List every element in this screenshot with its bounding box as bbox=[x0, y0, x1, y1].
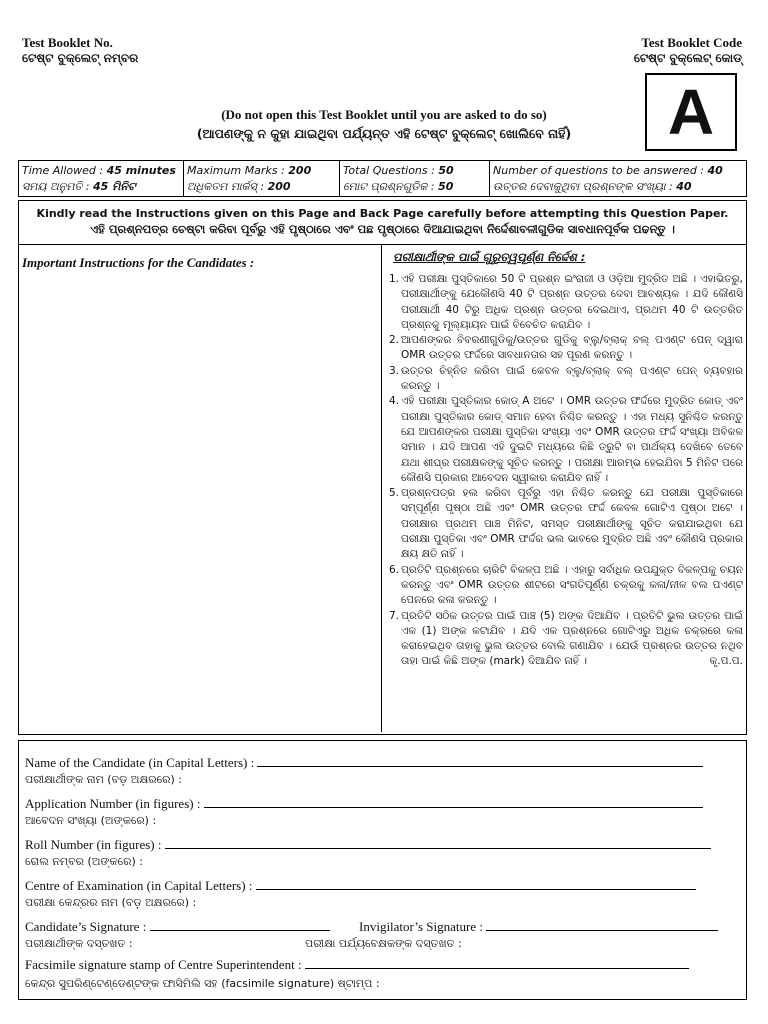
candidate-name-label-odia: ପରୀକ୍ଷାର୍ଥୀଙ୍କ ନାମ (ବଡ଼ ଅକ୍ଷରରେ) : bbox=[25, 773, 182, 786]
info-value: 45 minutes bbox=[106, 164, 176, 177]
info-cell-total-questions bbox=[340, 161, 490, 196]
item-text: ଉତ୍ତର ଚିହ୍ନିତ କରିବା ପାଇଁ କେବଳ ବ୍ଲୁ/ବ୍ଲାକ୍ ବଲ୍ ପଏଣ୍ଟ ପେନ୍ ବ୍ୟବହାର କରନ୍ତୁ । bbox=[401, 364, 743, 393]
exam-centre-row bbox=[25, 878, 696, 894]
list-item bbox=[389, 364, 743, 395]
list-item bbox=[389, 486, 743, 562]
list-item bbox=[389, 609, 743, 670]
item-number: 7. bbox=[389, 609, 400, 622]
application-number-label: Application Number (in figures) : bbox=[25, 796, 201, 811]
candidate-name-field[interactable] bbox=[257, 756, 703, 767]
info-cell-time bbox=[19, 161, 184, 196]
item-text: ପ୍ରଶ୍ନପତ୍ର ହଲ କରିବା ପୂର୍ବରୁ ଏହା ନିଶ୍ଚିତ କରନ୍ତୁ ଯେ ପରୀକ୍ଷା ପୁସ୍ତିକାରେ ସମ୍ପୂର୍ଣ୍ଣ ପୃଷ୍ଠା ଅଛି ଏବଂ OMR ଉତ୍ତର ଫର୍ଦ୍ଦ କେବଳ ଗୋଟିଏ ପୃଷ୍ଠା ଅଟେ । ପରୀକ୍ଷାର ପ୍ରଥମ ପାଞ୍ଚ ମିନିଟ, ସମସ୍ତ ପରୀକ୍ଷାର୍ଥୀଙ୍କୁ ସୂଚିତ କରାଯାଇଥିବା ଯେ ପରୀକ୍ଷା ପୁସ୍ତିକା ଏବଂ OMR ଫର୍ଦ୍ଦର ଭଲ ଭାବରେ ମୁଦ୍ରିତ ଅଛି ଏବଂ କୌଣସି ପ୍ରକାର କ୍ଷୟ କ୍ଷତି ନାହିଁ । bbox=[401, 487, 743, 561]
instructions-title: Important Instructions for the Candidates : bbox=[22, 255, 255, 270]
item-number: 2. bbox=[389, 334, 400, 347]
invigilator-signature-label: Invigilator’s Signature : bbox=[359, 919, 483, 934]
item-number: 5. bbox=[389, 487, 400, 500]
column-divider bbox=[381, 244, 382, 732]
booklet-code-letter: A bbox=[667, 76, 715, 148]
info-label-odia: ସମୟ ଅନୁମତି : bbox=[22, 180, 93, 193]
facsimile-stamp-label: Facsimile signature stamp of Centre Superintendent : bbox=[25, 957, 302, 972]
info-value: 200 bbox=[288, 164, 312, 177]
read-instructions-note: Kindly read the Instructions given on this Page and Back Page carefully before attempting this Question Paper. bbox=[36, 207, 729, 220]
info-value: 50 bbox=[438, 164, 454, 177]
info-cell-questions-to-answer bbox=[490, 161, 746, 196]
divider bbox=[19, 244, 746, 245]
instructions-box bbox=[18, 200, 747, 735]
item-number: 4. bbox=[389, 395, 400, 408]
invigilator-signature-label-odia: ପରୀକ୍ଷା ପର୍ଯ୍ୟବେକ୍ଷକଙ୍କ ଦସ୍ତଖତ : bbox=[305, 937, 462, 950]
info-label-odia: ମୋଟ ପ୍ରଶ୍ନଗୁଡିକ : bbox=[343, 180, 439, 193]
info-value-odia: 50 bbox=[438, 180, 454, 193]
list-item bbox=[389, 272, 743, 333]
do-not-open-notice-odia: (ଆପଣଙ୍କୁ ନ କୁହା ଯାଇଥିବା ପର୍ଯ୍ୟନ୍ତ ଏହି ଟେଷ୍ଟ ବୁକ୍ଲେଟ୍ ଖୋଲିବେ ନାହିଁ) bbox=[196, 126, 572, 141]
booklet-code-label: Test Booklet Code bbox=[641, 35, 742, 50]
roll-number-label-odia: ରୋଲ ନମ୍ବର (ଅଙ୍କରେ) : bbox=[25, 855, 144, 868]
candidate-signature-field[interactable] bbox=[150, 920, 330, 931]
facsimile-stamp-label-odia: କେନ୍ଦ୍ର ସୁପରିଣ୍ଟେଣ୍ଡେଣ୍ଟଙ୍କ ଫାସିମିଲି ସହ (facsimile signature) ଷ୍ଟାମ୍ପ : bbox=[25, 977, 380, 990]
list-item bbox=[389, 563, 743, 609]
info-value: 40 bbox=[707, 164, 723, 177]
info-label: Number of questions to be answered : bbox=[493, 164, 708, 177]
info-label: Time Allowed : bbox=[22, 164, 107, 177]
info-label: Maximum Marks : bbox=[187, 164, 289, 177]
application-number-row bbox=[25, 796, 703, 812]
booklet-code-label-odia: ଟେଷ୍ଟ ବୁକ୍ଲେଟ୍ କୋଡ୍ bbox=[633, 51, 742, 65]
info-value-odia: 40 bbox=[676, 180, 692, 193]
info-cell-max-marks bbox=[184, 161, 340, 196]
application-number-label-odia: ଆବେଦନ ସଂଖ୍ୟା (ଅଙ୍କରେ) : bbox=[25, 814, 157, 827]
item-number: 6. bbox=[389, 563, 400, 576]
facsimile-stamp-row bbox=[25, 957, 689, 973]
candidate-signature-label: Candidate’s Signature : bbox=[25, 919, 147, 934]
candidate-signature-row bbox=[25, 919, 330, 935]
candidate-name-label: Name of the Candidate (in Capital Letters) : bbox=[25, 755, 255, 770]
info-label-odia: ଅଧିକତମ ମାର୍କସ୍ : bbox=[187, 180, 268, 193]
candidate-signature-label-odia: ପରୀକ୍ଷାର୍ଥୀଙ୍କ ଦସ୍ତଖତ : bbox=[25, 937, 133, 950]
exam-centre-label-odia: ପରୀକ୍ଷା କେନ୍ଦ୍ରର ନାମ (ବଡ଼ ଅକ୍ଷରରେ) : bbox=[25, 896, 197, 909]
roll-number-field[interactable] bbox=[165, 838, 711, 849]
info-value-odia: 200 bbox=[267, 180, 291, 193]
item-text: ଆପଣଙ୍କର ବିବରଣୀଗୁଡିକୁ/ଉତ୍ତର ଗୁଡିକୁ ବ୍ଲୁ/ବ୍ଲାକ୍ ବଲ୍ ପଏଣ୍ଟ ପେନ୍ ଦ୍ୱାରା OMR ଉତ୍ତର ଫର୍ଦ୍ଦରେ ସାବଧାନତାର ସହ ପୂରଣ କରନ୍ତୁ । bbox=[401, 334, 743, 362]
info-label: Total Questions : bbox=[343, 164, 439, 177]
roll-number-label: Roll Number (in figures) : bbox=[25, 837, 162, 852]
instructions-title-odia: ପରୀକ୍ଷାର୍ଥୀଙ୍କ ପାଇଁ ଗୁରୁତ୍ୱପୂର୍ଣ୍ଣ ନିର୍ଦ୍ଦେଶ : bbox=[393, 250, 586, 264]
list-item bbox=[389, 394, 743, 486]
item-number: 3. bbox=[389, 364, 400, 377]
item-text: ଏହି ପରୀକ୍ଷା ପୁସ୍ତିକାର କୋଡ୍ A ଅଟେ । OMR ଉତ୍ତର ଫର୍ଦ୍ଦରେ ମୁଦ୍ରିତ କୋଡ୍ ଏବଂ ପରୀକ୍ଷା ପୁସ୍ତିକାର କୋଡ୍ ସମାନ ହେବା ନିଶ୍ଚିତ କରନ୍ତୁ । ଏହା ମଧ୍ୟ ସୁନିଶ୍ଚିତ କରନ୍ତୁ ଯେ ଆପଣଙ୍କର ପରୀକ୍ଷା ପୁସ୍ତିକା ସଂଖ୍ୟା ଏବଂ OMR ଉତ୍ତର ଫର୍ଦ୍ଦ ସଂଖ୍ୟା ଅବିକଳ ସମାନ । ଯଦି ଆପଣ ଏହି ଦୁଇଟି ମଧ୍ୟରେ କିଛି ତ୍ରୁଟି ବା ପାର୍ଥକ୍ୟ ଦେଖିବେ ତେବେ ଯଥା ଶୀଘ୍ର ପରୀକ୍ଷକଙ୍କୁ ସୂଚିତ କରନ୍ତୁ । ପରୀକ୍ଷା ଆରମ୍ଭ ହେଇଯିବା 5 ମିନିଟ ପରେ କୌଣସି ପ୍ରକାର ଆବେଦନ ସ୍ୱୀକାର କରାଯିବ ନାହିଁ । bbox=[401, 395, 743, 484]
item-text: ପ୍ରତିଟି ପ୍ରଶ୍ନରେ ଚାରିଟି ବିକଳ୍ପ ଅଛି । ଏହାରୁ ସର୍ବାଧିକ ଉପଯୁକ୍ତ ବିକଳ୍ପକୁ ଚୟନ କରନ୍ତୁ ଏବଂ OMR ଉତ୍ତର ଶୀଟରେ ସଂଗତିପୂର୍ଣ୍ଣ ଚକ୍ରକୁ କଳା/ନୀଳ ବଲ ପଏଣ୍ଟ ପେନରେ କଳା କରନ୍ତୁ । bbox=[401, 563, 743, 607]
application-number-field[interactable] bbox=[204, 797, 703, 808]
facsimile-stamp-field[interactable] bbox=[305, 958, 689, 969]
info-value-odia: 45 ମିନିଟ bbox=[93, 180, 136, 193]
invigilator-signature-field[interactable] bbox=[486, 920, 718, 931]
exam-centre-label: Centre of Examination (in Capital Letters) : bbox=[25, 878, 253, 893]
read-instructions-note-odia: ଏହି ପ୍ରଶ୍ନପତ୍ର ଚେଷ୍ଟା କରିବା ପୂର୍ବରୁ ଏହି ପୃଷ୍ଠାରେ ଏବଂ ପଛ ପୃଷ୍ଠାରେ ଦିଆଯାଇଥିବା ନିର୍ଦ୍ଦେଶାବଳୀଗୁଡିକ ସାବଧାନପୂର୍ବକ ପଢନ୍ତୁ । bbox=[90, 222, 675, 236]
info-label-odia: ଉତ୍ତର ଦେବାକୁଥିବା ପ୍ରଶ୍ନଙ୍କ ସଂଖ୍ୟା : bbox=[493, 180, 677, 193]
invigilator-signature-row bbox=[359, 919, 718, 935]
pto-note: କୃ.ପ.ପ. bbox=[709, 655, 743, 668]
exam-info-row bbox=[18, 160, 747, 197]
instructions-list-odia bbox=[389, 272, 743, 670]
item-text: ପ୍ରତିଟି ସଠିକ ଉତ୍ତର ପାଇଁ ପାଞ୍ଚ (5) ଅଙ୍କ ଦିଆଯିବ । ପ୍ରତିଟି ଭୁଲ ଉତ୍ତର ପାଇଁ ଏକ (1) ଅଙ୍କ କଟାଯିବ । ଯଦି ଏକ ପ୍ରଶ୍ନରେ ଗୋଟିଏରୁ ଅଧିକ ଚକ୍ରରେ କଳା କରାହେଇଥିବ ତାହାକୁ ଭୁଲ ଉତ୍ତର ବୋଲି ଗଣାଯିବ । ଯେଉଁ ପ୍ରଶ୍ନର ଉତ୍ତର ନଥିବ ତାହା ପାଇଁ କିଛି ଅଙ୍କ (mark) ଦିଆଯିବ ନାହିଁ । bbox=[401, 609, 743, 668]
item-text: ଏହି ପରୀକ୍ଷା ପୁସ୍ତିକାରେ 50 ଟି ପ୍ରଶ୍ନ ଇଂରାଜୀ ଓ ଓଡ଼ିଆ ମୁଦ୍ରିତ ଅଛି । ଏହାଭିତରୁ, ପରୀକ୍ଷାର୍ଥୀଙ୍କୁ ଯେକୌଣସି 40 ଟି ପ୍ରଶ୍ନ ଉତ୍ତର ଦେବା ଆବଶ୍ୟକ । ଯଦି କୌଣସି ପରୀକ୍ଷାର୍ଥୀ 40 ଟିରୁ ଅଧିକ ପ୍ରଶ୍ନ ଉତ୍ତର ଦେଇଥାଏ, ପ୍ରଥମ 40 ଟି ଉତ୍ତରିତ ପ୍ରଶ୍ନକୁ ମୂଲ୍ୟାୟନ ପାଇଁ ବିବେଚିତ କରାଯିବ । bbox=[401, 273, 743, 331]
list-item bbox=[389, 333, 743, 364]
booklet-number-label: Test Booklet No. bbox=[22, 35, 113, 50]
do-not-open-notice: (Do not open this Test Booklet until you are asked to do so) bbox=[221, 107, 547, 122]
exam-centre-field[interactable] bbox=[256, 879, 696, 890]
booklet-number-label-odia: ଟେଷ୍ଟ ବୁକ୍ଲେଟ୍ ନମ୍ବର bbox=[22, 51, 139, 65]
item-number: 1. bbox=[389, 273, 400, 285]
roll-number-row bbox=[25, 837, 711, 853]
candidate-details-form bbox=[18, 740, 747, 1000]
candidate-name-row bbox=[25, 755, 703, 771]
